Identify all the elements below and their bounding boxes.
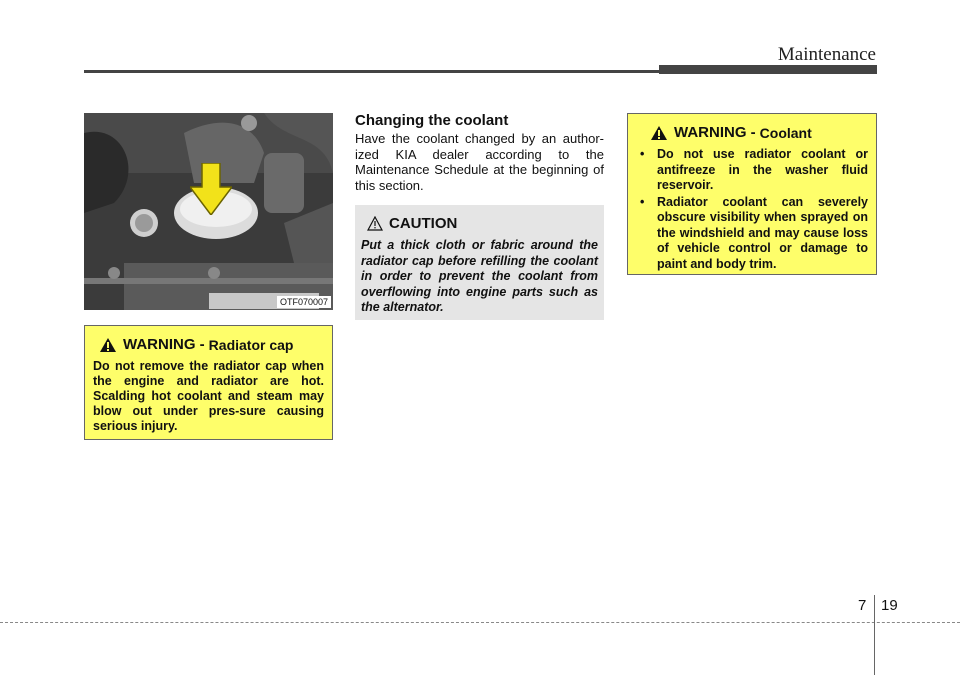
bullet: •	[640, 194, 645, 209]
warning-subject: Coolant	[759, 124, 812, 141]
footer-rule	[0, 622, 960, 623]
engine-photo	[84, 113, 333, 310]
list-item	[636, 195, 868, 273]
page-number-divider	[874, 595, 875, 675]
warning-subject: Radiator cap	[208, 336, 294, 353]
warning-label: WARNING -	[123, 336, 205, 353]
figure-caption: OTF070007	[277, 296, 331, 308]
caution-triangle-icon	[367, 216, 383, 231]
list-item-text: Do not use radiator coolant or antifreeze in the washer fluid reservoir.	[657, 147, 868, 192]
caution-box	[355, 205, 604, 320]
list-item	[636, 147, 868, 194]
section-title: Changing the coolant	[355, 112, 509, 129]
page-number: 19	[881, 597, 898, 614]
warning-coolant-list	[636, 147, 868, 272]
warning-coolant-heading	[636, 124, 868, 141]
warning-radiator-box	[84, 325, 333, 440]
caution-heading	[361, 215, 598, 232]
caution-text: Put a thick cloth or fabric around the radiator cap before refilling the coolant in order to prevent the coolant from overflowing into engine parts such as the alternator.	[361, 238, 598, 314]
warning-triangle-icon	[650, 125, 668, 141]
down-arrow-icon	[190, 163, 232, 215]
warning-radiator-text: Do not remove the radiator cap when the engine and radiator are hot. Scalding hot coolant and steam may blow out under pres-sure causing serious injury.	[93, 359, 324, 433]
warning-radiator-heading	[93, 336, 324, 353]
warning-triangle-icon	[99, 337, 117, 353]
section-body: Have the coolant changed by an author-ized KIA dealer according to the Maintenance Schedule at the beginning of this section.	[355, 131, 604, 193]
header-title: Maintenance	[777, 44, 876, 65]
caution-label: CAUTION	[389, 215, 458, 232]
header-rule	[84, 70, 659, 73]
bullet: •	[640, 147, 645, 161]
warning-coolant-box	[627, 113, 877, 275]
warning-label: WARNING -	[674, 124, 756, 141]
list-item-text: Radiator coolant can severely obscure visibility when sprayed on the windshield and may cause loss of vehicle control or damage to paint and body trim.	[657, 194, 868, 271]
header-rule-accent	[659, 65, 877, 74]
chapter-number: 7	[858, 597, 867, 614]
